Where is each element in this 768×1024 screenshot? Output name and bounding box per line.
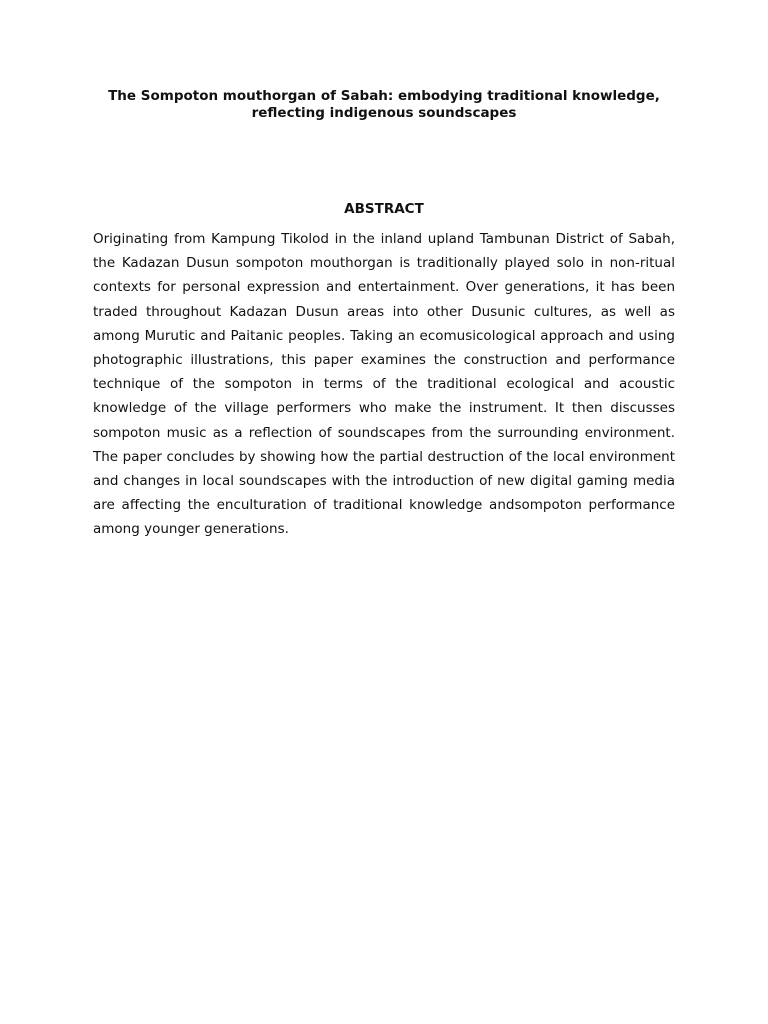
abstract-heading: ABSTRACT [344,201,424,217]
paper-title-line-1: The Sompoton mouthorgan of Sabah: embodying traditional knowledge, [108,88,660,104]
paper-title-line-2: reflecting indigenous soundscapes [251,105,517,121]
paper-title [92,88,676,122]
abstract-text: Originating from Kampung Tikolod in the inland upland Tambunan District of Sabah, the Kadazan Dusun sompoton mouthorgan is traditionally played solo in non-ritual contexts for personal expression and entertainment. Over generations, it has been traded throughout Kadazan Dusun areas into other Dusunic cultures, as well as among Murutic and Paitanic peoples. Taking an ecomusicological approach and using photographic illustrations, this paper examines the construction and performance technique of the sompoton in terms of the traditional ecological and acoustic knowledge of the village performers who make the instrument. It then discusses sompoton music as a reflection of soundscapes from the surrounding environment. The paper concludes by showing how the partial destruction of the local environment and changes in local soundscapes with the introduction of new digital gaming media are affecting the enculturation of traditional knowledge andsompoton performance among younger generations. [93,231,675,538]
